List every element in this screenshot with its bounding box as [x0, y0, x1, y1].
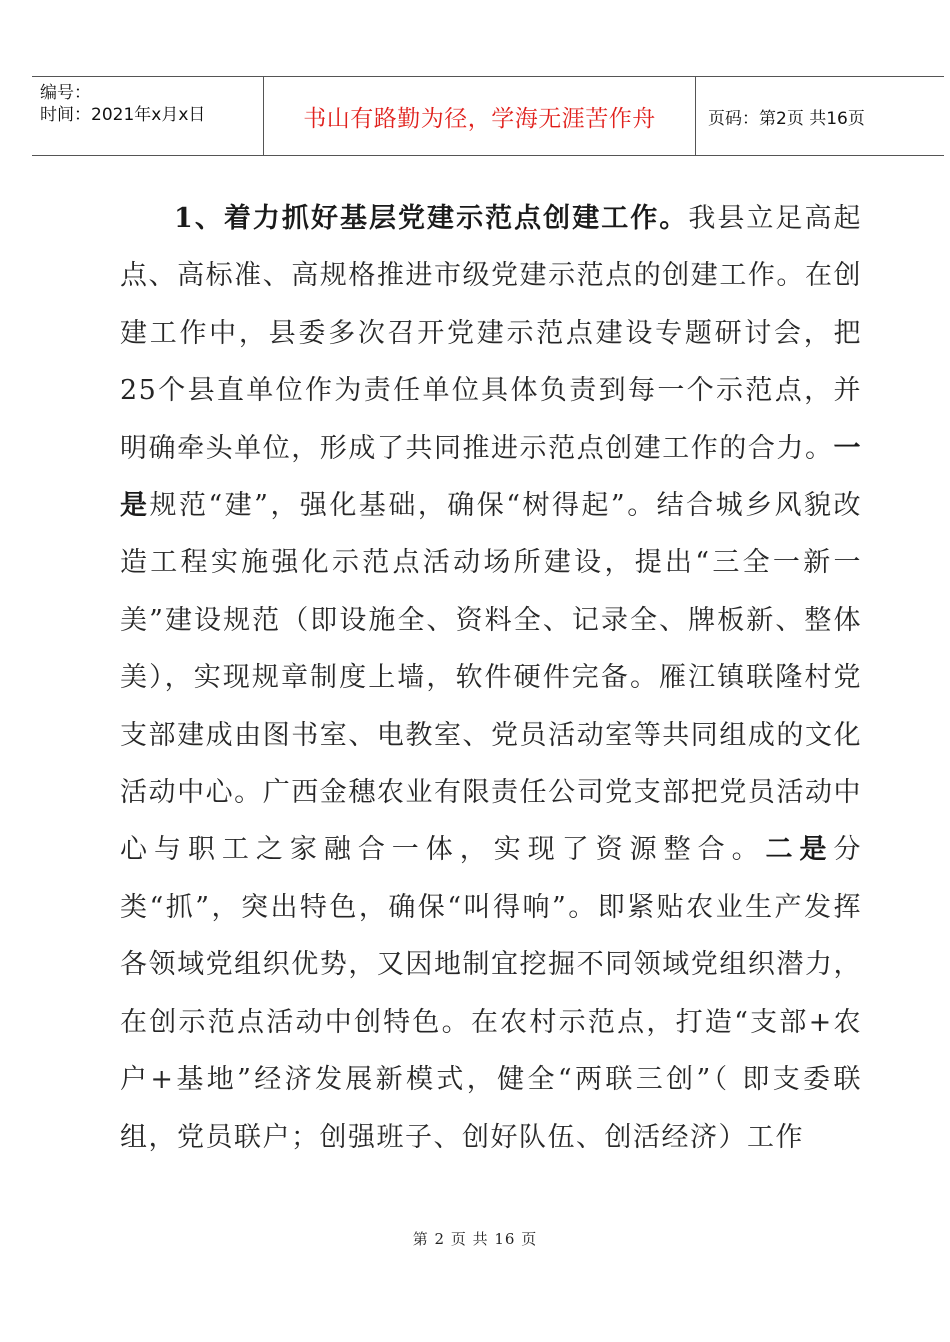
section-heading: 1、着力抓好基层党建示范点创建工作。	[174, 203, 689, 234]
paragraph-text: 分类“抓”，突出特色，确保“叫得响”。即紧贴农业生产发挥各领域党组织优势，又因地制宜挖掘不同领域党组织潜力，在创示范点活动中创特色。在农村示范点，打造“支部+农户+基地”经济发展新模式，健全“两联三创”（ 即支委联组，党员联户；创强班子、创好队伍、创活经济）工作	[120, 834, 862, 1153]
paragraph-text: 我县立足高起点、高标准、高规格推进市级党建示范点的创建工作。在创建工作中，县委多次召开党建示范点建设专题研讨会，把25个县直单位作为责任单位具体负责到每一个示范点，并明确牵头单位，形成了共同推进示范点创建工作的合力。	[120, 203, 862, 464]
document-date-label: 时间：2021年x月x日	[40, 105, 206, 125]
header-meta	[32, 77, 264, 155]
point-label-one: 一是	[120, 432, 862, 522]
body-paragraph	[120, 190, 862, 1166]
page-info-text: 页码：第2页 共16页	[708, 108, 865, 129]
page-header	[32, 76, 944, 156]
document-number-label: 编号：	[40, 83, 91, 103]
footer-page-number: 第 2 页 共 16 页	[412, 1230, 538, 1248]
header-motto	[264, 77, 696, 155]
page-footer	[0, 1228, 950, 1249]
point-label-two: 二是	[765, 834, 834, 866]
paragraph-text: 规范“建”，强化基础，确保“树得起”。结合城乡风貌改造工程实施强化示范点活动场所建设，提出“三全一新一美”建设规范（即设施全、资料全、记录全、牌板新、整体美），实现规章制度上墙，软件硬件完备。雁江镇联隆村党支部建成由图书室、电教室、党员活动室等共同组成的文化活动中心。广西金穗农业有限责任公司党支部把党员活动中心与职工之家融合一体，实现了资源整合。	[120, 490, 863, 866]
header-page-info	[696, 77, 944, 155]
motto-text: 书山有路勤为径，学海无涯苦作舟	[303, 105, 656, 132]
